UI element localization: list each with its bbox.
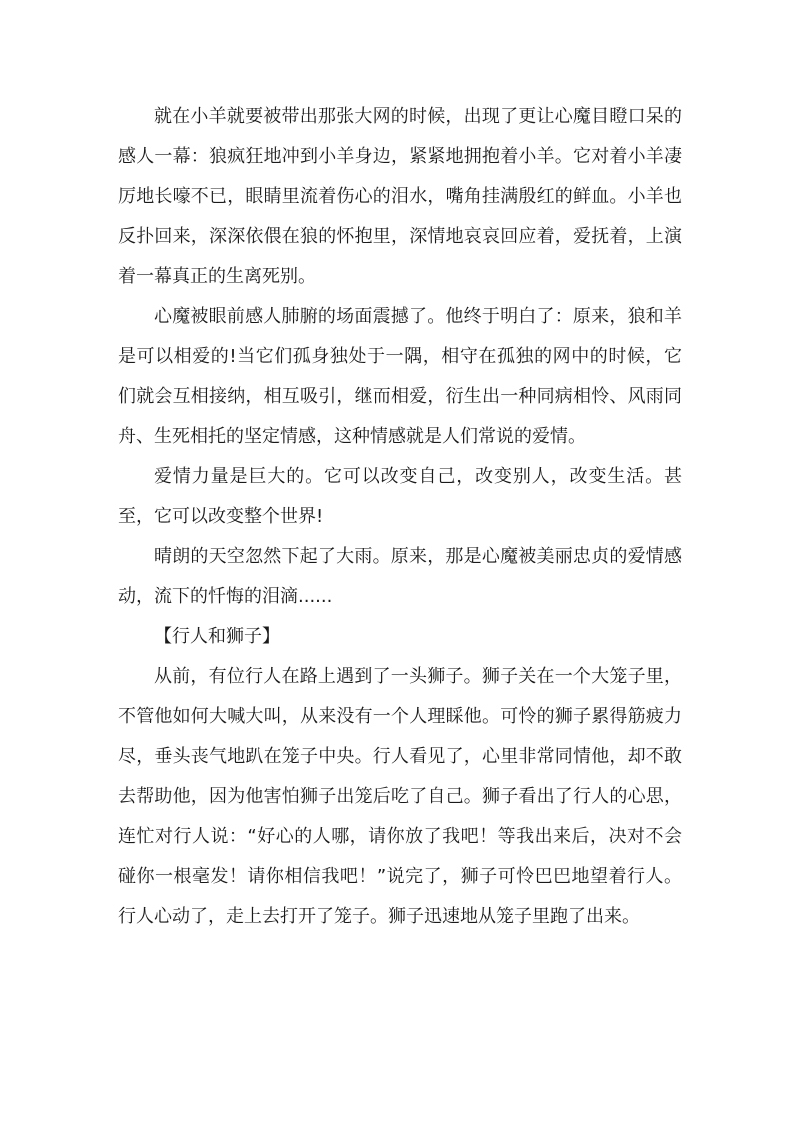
paragraph-embrace: 就在小羊就要被带出那张大网的时候，出现了更让心魔目瞪口呆的感人一幕：狼疯狂地冲到小羊身边，紧紧地拥抱着小羊。它对着小羊凄厉地长嚎不已，眼睛里流着伤心的泪水，嘴角挂满殷红的鲜血。小羊也反扑回来，深深依偎在狼的怀抱里，深情地哀哀回应着，爱抚着，上演着一幕真正的生离死别。 bbox=[118, 106, 682, 287]
document-page bbox=[118, 97, 682, 937]
paragraph-love-power: 爱情力量是巨大的。它可以改变自己，改变别人，改变生活。甚至，它可以改变整个世界! bbox=[118, 466, 682, 527]
paragraph-traveler-lion: 从前，有位行人在路上遇到了一头狮子。狮子关在一个大笼子里，不管他如何大喊大叫，从来没有一个人理睬他。可怜的狮子累得筋疲力尽，垂头丧气地趴在笼子中央。行人看见了，心里非常同情他，却不敢去帮助他，因为他害怕狮子出笼后吃了自己。狮子看出了行人的心思，连忙对行人说：“好心的人哪，请你放了我吧！等我出来后，决对不会碰你一根毫发！请你相信我吧！”说完了，狮子可怜巴巴地望着行人。行人心动了，走上去打开了笼子。狮子迅速地从笼子里跑了出来。 bbox=[118, 666, 682, 927]
section-title: 【行人和狮子】 bbox=[154, 626, 280, 647]
paragraph-rain: 晴朗的天空忽然下起了大雨。原来，那是心魔被美丽忠贞的爱情感动，流下的忏悔的泪滴...... bbox=[118, 546, 682, 607]
paragraph-realization: 心魔被眼前感人肺腑的场面震撼了。他终于明白了：原来，狼和羊是可以相爱的!当它们孤身独处于一隅，相守在孤独的网中的时候，它们就会互相接纳，相互吸引，继而相爱，衍生出一种同病相怜、风雨同舟、生死相托的坚定情感，这种情感就是人们常说的爱情。 bbox=[118, 306, 682, 447]
